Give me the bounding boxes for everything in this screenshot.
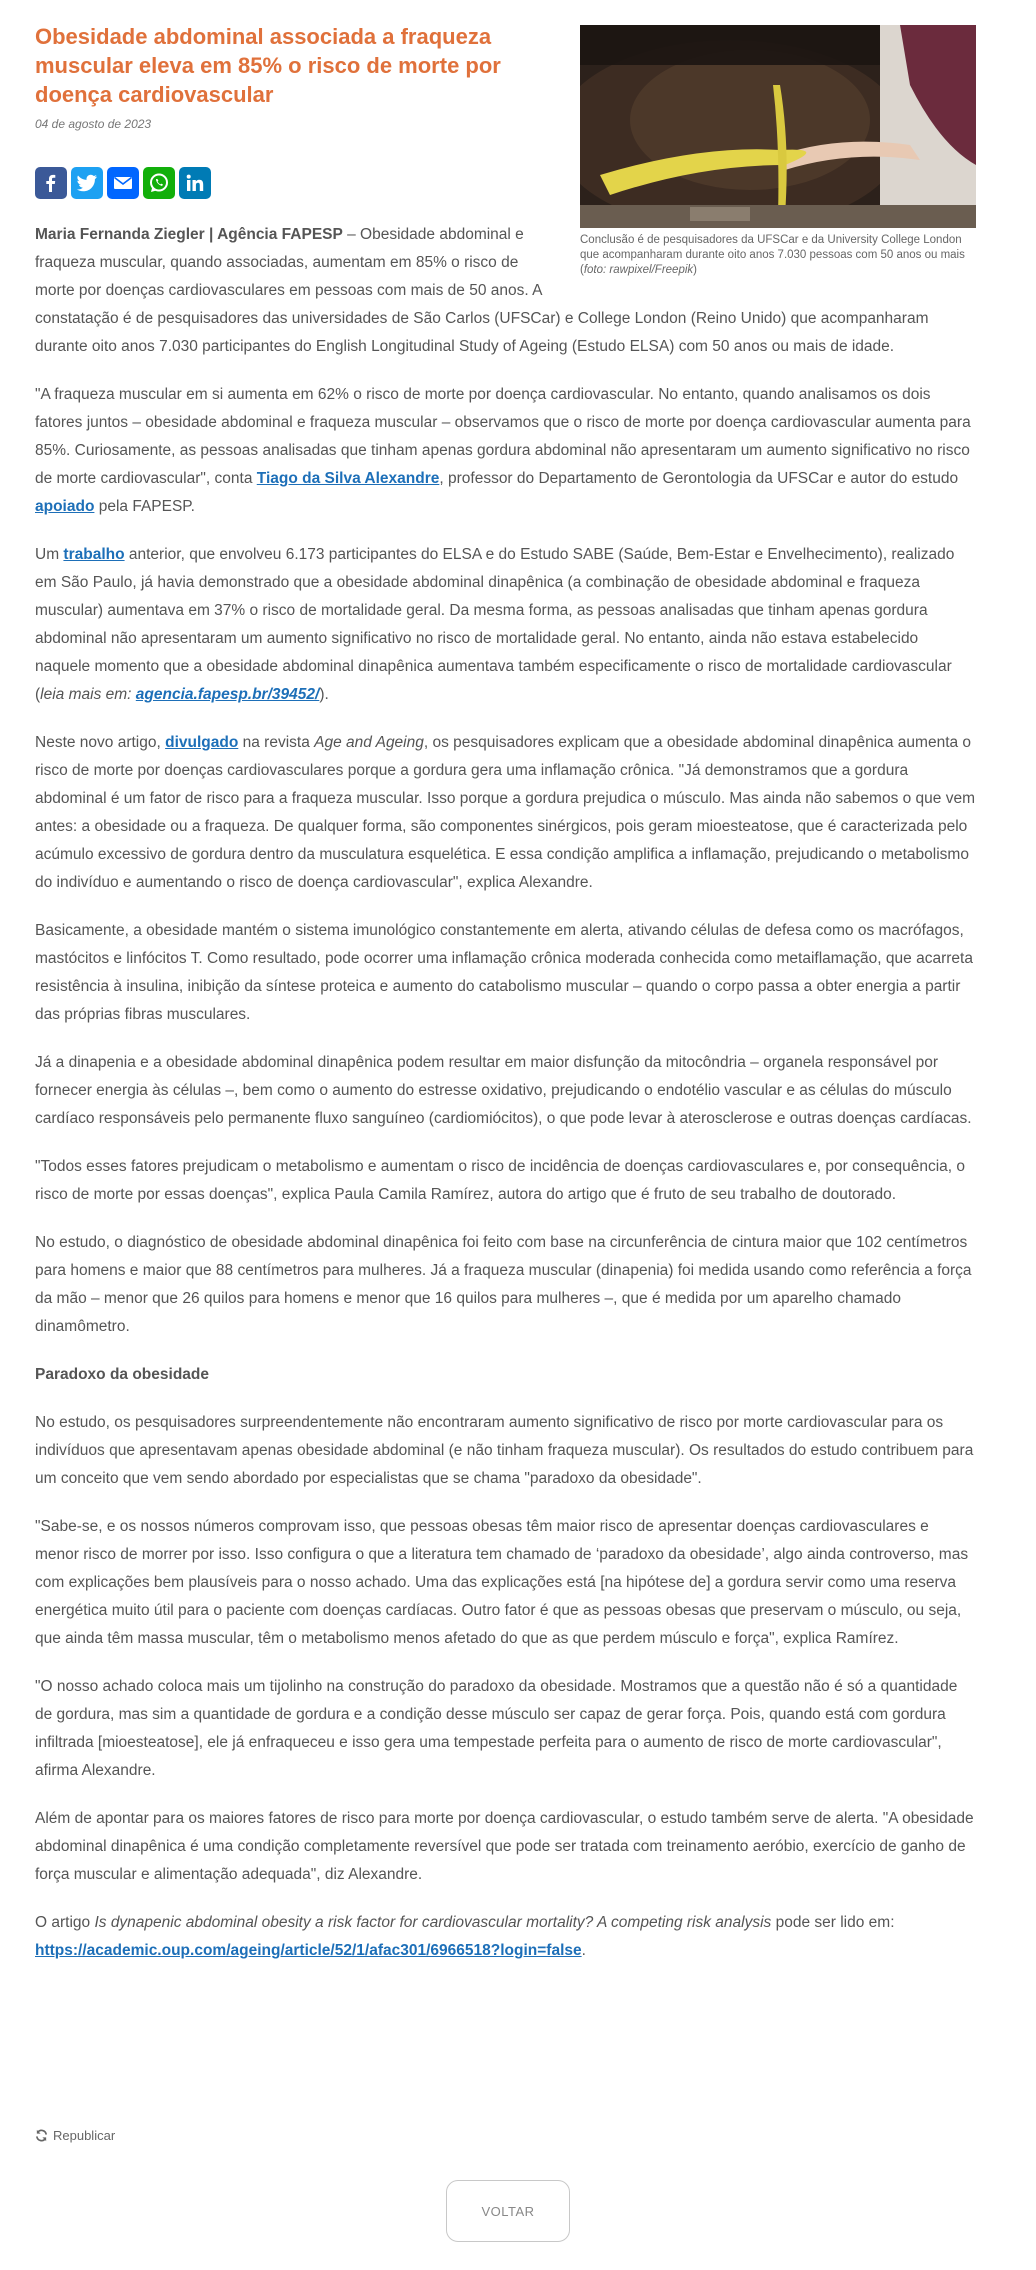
- share-linkedin-button[interactable]: [179, 167, 211, 199]
- whatsapp-icon: [148, 172, 170, 194]
- twitter-icon: [76, 173, 98, 193]
- author-link[interactable]: Tiago da Silva Alexandre: [256, 470, 440, 487]
- journal-name: Age and Ageing: [314, 734, 424, 751]
- paragraph-13: O artigo Is dynapenic abdominal obesity a risk factor for cardiovascular mortality? A competing risk analysis pode ser lido em: https://academic.oup.com/ageing/article/52/1/afac301/6966518?login=false.: [35, 1914, 895, 1959]
- agency-article-link[interactable]: agencia.fapesp.br/39452/: [135, 686, 320, 703]
- republish-label: Republicar: [53, 2128, 116, 2143]
- email-icon: [113, 175, 133, 191]
- waist-measurement-image: [580, 25, 976, 228]
- byline: Maria Fernanda Ziegler | Agência FAPESP: [35, 226, 343, 243]
- share-whatsapp-button[interactable]: [143, 167, 175, 199]
- paragraph-1: Maria Fernanda Ziegler | Agência FAPESP – Obesidade abdominal e fraqueza muscular, quando associadas, aumentam em 85% o risco de morte por doenças cardiovasculares em pessoas com mais de 50 anos. A constatação é de pesquisadores das universidades de São Carlos (UFSCar) e College London (Reino Unido) que acompanharam durante oito anos 7.030 participantes do English Longitudinal Study of Ageing (Estudo ELSA) com 50 anos ou mais de idade.: [35, 226, 929, 355]
- paragraph-7: "Todos esses fatores prejudicam o metabolismo e aumentam o risco de incidência de doenças cardiovasculares e, por consequência, o risco de morte por essas doenças", explica Paula Camila Ramírez, autora do artigo que é fruto de seu trabalho de doutorado.: [35, 1158, 965, 1203]
- paragraph-4: Neste novo artigo, divulgado na revista Age and Ageing, os pesquisadores explicam que a obesidade abdominal dinapênica aumenta o risco de morte por doenças cardiovasculares porque a gordura gera uma inflamação crônica. "Já demonstramos que a gordura abdominal é um fator de risco para a fraqueza muscular. Isso porque a gordura prejudica o músculo. Mas ainda não sabemos o que vem antes: a obesidade ou a fraqueza. De qualquer forma, são componentes sinérgicos, pois geram mioesteatose, que é caracterizada pelo acúmulo excessivo de gordura dentro da musculatura esquelética. E essa condição amplifica a inflamação, prejudicando o metabolismo do indivíduo e aumentando o risco de doença cardiovascular", explica Alexandre.: [35, 734, 975, 891]
- share-bar: [35, 167, 552, 199]
- article-photo: [580, 25, 976, 228]
- paragraph-6: Já a dinapenia e a obesidade abdominal dinapênica podem resultar em maior disfunção da mitocôndria – organela responsável por fornecer energia às células –, bem como o aumento do estresse oxidativo, prejudicando o endotélio vascular e as células do músculo cardíaco responsáveis pelo permanente fluxo sanguíneo (cardiomiócitos), o que pode levar à aterosclerose e outras doenças cardíacas.: [35, 1054, 972, 1127]
- paragraph-9: No estudo, os pesquisadores surpreendentemente não encontraram aumento significativo de risco por morte cardiovascular para os indivíduos que apresentavam apenas obesidade abdominal (e não tinham fraqueza muscular). Os resultados do estudo contribuem para um conceito que vem sendo abordado por especialistas que se chama "paradoxo da obesidade".: [35, 1414, 974, 1487]
- facebook-icon: [41, 173, 61, 193]
- share-twitter-button[interactable]: [71, 167, 103, 199]
- section-heading: Paradoxo da obesidade: [35, 1366, 209, 1383]
- article-date: 04 de agosto de 2023: [35, 117, 152, 131]
- republish-button[interactable]: [35, 2128, 115, 2143]
- paper-title: Is dynapenic abdominal obesity a risk factor for cardiovascular mortality? A competing risk analysis: [94, 1914, 772, 1931]
- paragraph-2: "A fraqueza muscular em si aumenta em 62% o risco de morte por doença cardiovascular. No entanto, quando analisamos os dois fatores juntos – obesidade abdominal e fraqueza muscular – observamos que o risco de morte por doença cardiovascular aumenta para 85%. Curiosamente, as pessoas analisadas que tinham apenas gordura abdominal não apresentaram um aumento significativo no risco de morte cardiovascular", conta Tiago da Silva Alexandre, professor do Departamento de Gerontologia da UFSCar e autor do estudo apoiado pela FAPESP.: [35, 386, 971, 515]
- back-button[interactable]: VOLTAR: [446, 2180, 570, 2242]
- share-facebook-button[interactable]: [35, 167, 67, 199]
- refresh-icon: [35, 2129, 48, 2142]
- share-email-button[interactable]: [107, 167, 139, 199]
- paragraph-11: "O nosso achado coloca mais um tijolinho na construção do paradoxo da obesidade. Mostramos que a questão não é só a quantidade de gordura, mas sim a quantidade de gordura e a condição desse músculo ser capaz de gerar força. Pois, quando está com gordura infiltrada [mioesteatose], ele já enfraqueceu e isso gera uma tempestade perfeita para o aumento de risco de morte cardiovascular", afirma Alexandre.: [35, 1678, 958, 1779]
- support-link[interactable]: apoiado: [35, 498, 95, 515]
- paragraph-5: Basicamente, a obesidade mantém o sistema imunológico constantemente em alerta, ativando células de defesa como os macrófagos, mastócitos e linfócitos T. Como resultado, pode ocorrer uma inflamação crônica moderada conhecida como metaiflamação, que acarreta resistência à insulina, inibição da síntese proteica e aumento do catabolismo muscular – quando o corpo passa a obter energia a partir das próprias fibras musculares.: [35, 922, 973, 1023]
- paragraph-3: Um trabalho anterior, que envolveu 6.173 participantes do ELSA e do Estudo SABE (Saúde, Bem-Estar e Envelhecimento), realizado em São Paulo, já havia demonstrado que a obesidade abdominal dinapênica (a combinação de obesidade abdominal e fraqueza muscular) aumentava em 37% o risco de mortalidade geral. Da mesma forma, as pessoas analisadas que tinham apenas gordura abdominal não apresentaram um aumento significativo no risco de mortalidade geral. No entanto, ainda não estava estabelecido naquele momento que a obesidade abdominal dinapênica aumentava também especificamente o risco de mortalidade cardiovascular (leia mais em: agencia.fapesp.br/39452/).: [35, 546, 955, 703]
- photo-credit: foto: rawpixel/Freepik: [583, 264, 694, 276]
- article-figure: [580, 25, 976, 278]
- paragraph-10: "Sabe-se, e os nossos números comprovam isso, que pessoas obesas têm maior risco de apresentar doenças cardiovasculares e menor risco de morrer por isso. Isso configura o que a literatura tem chamado de ‘paradoxo da obesidade’, algo ainda controverso, mas com explicações bem plausíveis para o nosso achado. Uma das explicações está [na hipótese de] a gordura servir como uma reserva energética muito útil para o paciente com doenças cardíacas. Outro fator é que as pessoas obesas que preservam o músculo, ou seja, que ainda têm massa muscular, têm o metabolismo menos afetado do que as que perdem músculo e força", explica Ramírez.: [35, 1518, 969, 1647]
- linkedin-icon: [185, 173, 205, 193]
- previous-work-link[interactable]: trabalho: [63, 546, 125, 563]
- paragraph-8: No estudo, o diagnóstico de obesidade abdominal dinapênica foi feito com base na circunferência de cintura maior que 102 centímetros para homens e maior que 88 centímetros para mulheres. Já a fraqueza muscular (dinapenia) foi medida usando como referência a força da mão – menor que 26 quilos para homens e menor que 16 quilos para mulheres –, que é medida por um aparelho chamado dinamômetro.: [35, 1234, 972, 1335]
- published-link[interactable]: divulgado: [165, 734, 239, 751]
- paper-url-link[interactable]: https://academic.oup.com/ageing/article/52/1/afac301/6966518?login=false: [35, 1942, 582, 1959]
- article-title: Obesidade abdominal associada a fraqueza muscular eleva em 85% o risco de morte por doença cardiovascular: [35, 24, 501, 107]
- article: [35, 22, 976, 1985]
- photo-caption: Conclusão é de pesquisadores da UFSCar e da University College London que acompanharam durante oito anos 7.030 pessoas com 50 anos ou mais (foto: rawpixel/Freepik): [580, 234, 965, 276]
- paragraph-12: Além de apontar para os maiores fatores de risco para morte por doença cardiovascular, o estudo também serve de alerta. "A obesidade abdominal dinapênica é uma condição completamente reversível que pode ser tratada com treinamento aeróbio, exercício de ganho de força muscular e alimentação adequada", diz Alexandre.: [35, 1810, 974, 1883]
